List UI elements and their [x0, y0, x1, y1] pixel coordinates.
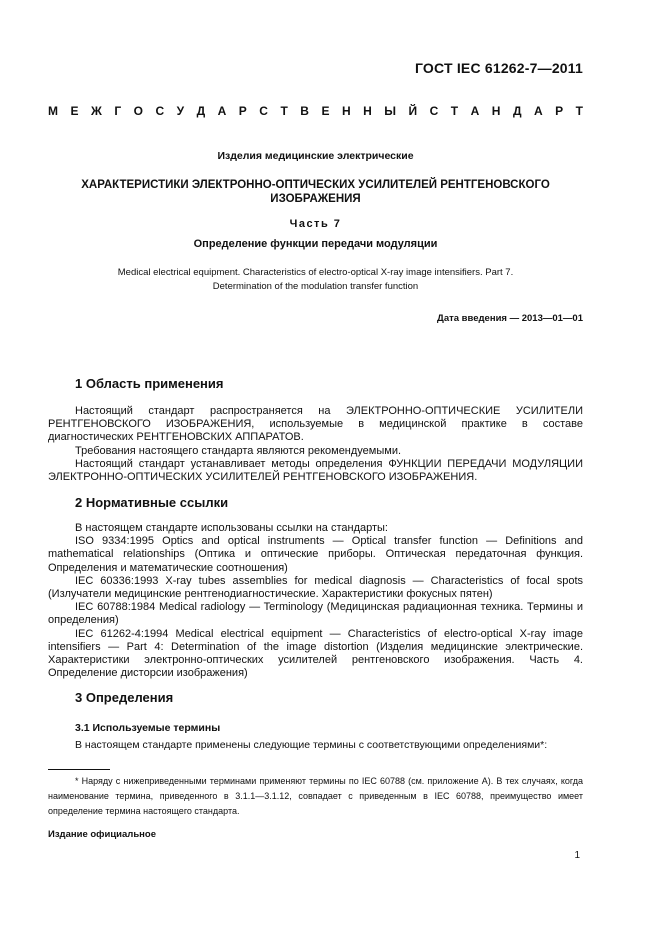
section-2-paragraph-1: В настоящем стандарте использованы ссылки на стандарты:	[75, 522, 388, 534]
footnote-text: * Наряду с нижеприведенными терминами применяют термины по IEC 60788 (см. приложение А). В тех случаях, когда наименование термина, приведенного в 3.1.1—3.1.12, совпадает с приведенным в IEC 60788, преимущество имеет определение термина настоящего стандарта.	[48, 776, 583, 816]
reference-iec-61262-4: IEC 61262-4:1994 Medical electrical equipment — Characteristics of electro-optical X-ray image intensifiers — Part 4: Determination of the image distortion (Изделия медицинские электрические. Характеристики электронно-оптических усилителей рентгеновского изображения. Часть 4. Определение дисторсии изображения)	[48, 627, 583, 680]
page-number: 1	[574, 850, 580, 861]
document-title-line-2: ИЗОБРАЖЕНИЯ	[270, 193, 361, 205]
footnote-separator	[48, 769, 110, 770]
section-1-paragraph-2: Требования настоящего стандарта являются рекомендуемыми.	[75, 444, 402, 457]
section-2-body	[48, 522, 583, 680]
reference-iec-60788: IEC 60788:1984 Medical radiology — Terminology (Медицинская радиационная техника. Термины и определения)	[48, 601, 583, 627]
section-1-body	[48, 405, 583, 484]
english-title	[48, 266, 583, 294]
english-title-line-1: Medical electrical equipment. Characteristics of electro-optical X-ray image intensifiers. Part 7.	[117, 267, 514, 278]
section-2-heading: 2 Нормативные ссылки	[75, 495, 229, 510]
footnote	[48, 774, 583, 819]
section-1-paragraph-3: Настоящий стандарт устанавливает методы определения ФУНКЦИИ ПЕРЕДАЧИ МОДУЛЯЦИИ ЭЛЕКТРОННО-ОПТИЧЕСКИХ УСИЛИТЕЛЕЙ РЕНТГЕНОВСКОГО ИЗОБРАЖЕНИЯ.	[48, 457, 583, 484]
document-subtitle: Изделия медицинские электрические	[217, 150, 414, 162]
section-3-heading: 3 Определения	[75, 690, 174, 705]
english-title-line-2: Determination of the modulation transfer function	[212, 281, 419, 292]
reference-iso-9334: ISO 9334:1995 Optics and optical instruments — Optical transfer function — Definitions and mathematical relationships (Оптика и оптические приборы. Оптическая передаточная функция. Определения и математические соотношения)	[48, 535, 583, 574]
introduction-date: Дата введения — 2013—01—01	[437, 313, 583, 324]
standard-kind-heading	[48, 104, 583, 118]
subsection-3-1-heading: 3.1 Используемые термины	[75, 722, 221, 734]
standard-kind-text: М Е Ж Г О С У Д А Р С Т В Е Н Н Ы Й С Т А Н Д А Р Т	[48, 104, 583, 118]
part-label: Часть 7	[289, 218, 342, 230]
section-3-paragraph-1: В настоящем стандарте применены следующие термины с соответствующими определениями*:	[75, 739, 548, 751]
section-1-paragraph-1: Настоящий стандарт распространяется на ЭЛЕКТРОННО-ОПТИЧЕСКИЕ УСИЛИТЕЛИ РЕНТГЕНОВСКОГО ИЗОБРАЖЕНИЯ, используемые в медицинской практике в составе диагностических РЕНТГЕНОВСКИХ АППАРАТОВ.	[48, 405, 583, 444]
document-title	[48, 178, 583, 206]
edition-label: Издание официальное	[48, 829, 156, 840]
document-title-line-1: ХАРАКТЕРИСТИКИ ЭЛЕКТРОННО-ОПТИЧЕСКИХ УСИЛИТЕЛЕЙ РЕНТГЕНОВСКОГО	[81, 179, 550, 191]
standard-number: ГОСТ IEC 61262-7—2011	[414, 60, 583, 76]
reference-iec-60336: IEC 60336:1993 X-ray tubes assemblies for medical diagnosis — Characteristics of focal spots (Излучатели медицинские рентгенодиагностические. Характеристики фокусных пятен)	[48, 574, 583, 601]
section-1-heading: 1 Область применения	[75, 376, 224, 391]
part-title: Определение функции передачи модуляции	[193, 238, 438, 250]
